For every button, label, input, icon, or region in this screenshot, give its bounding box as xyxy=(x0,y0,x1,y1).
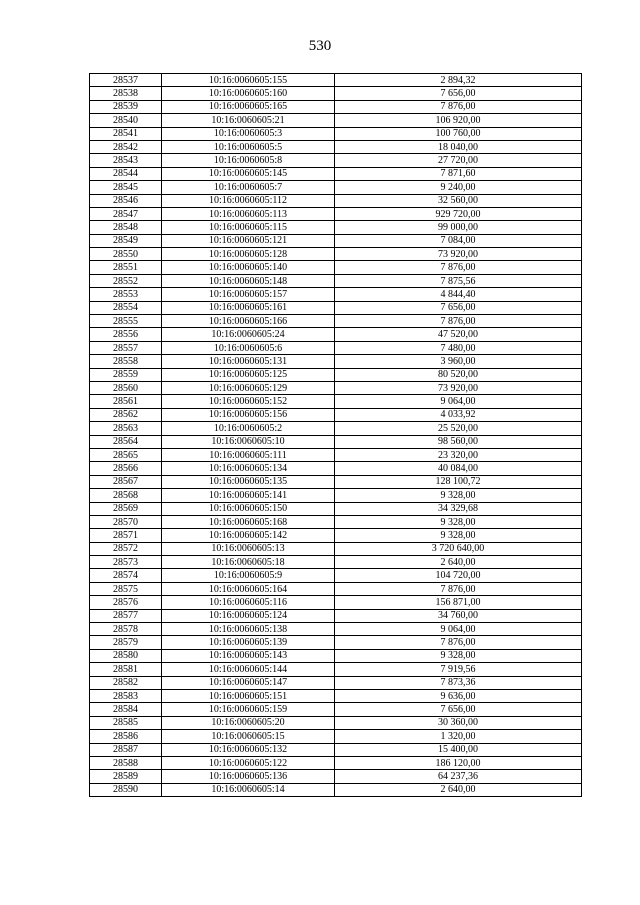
cadastral-number-cell: 10:16:0060605:112 xyxy=(162,194,335,207)
row-number-cell: 28568 xyxy=(90,489,162,502)
table-row xyxy=(90,114,582,127)
table-row xyxy=(90,261,582,274)
value-cell: 9 064,00 xyxy=(335,395,582,408)
value-cell: 9 064,00 xyxy=(335,623,582,636)
value-cell: 9 328,00 xyxy=(335,649,582,662)
row-number-cell: 28552 xyxy=(90,274,162,287)
row-number-cell: 28541 xyxy=(90,127,162,140)
cadastral-number-cell: 10:16:0060605:8 xyxy=(162,154,335,167)
cadastral-number-cell: 10:16:0060605:5 xyxy=(162,140,335,153)
cadastral-number-cell: 10:16:0060605:143 xyxy=(162,649,335,662)
row-number-cell: 28583 xyxy=(90,689,162,702)
row-number-cell: 28555 xyxy=(90,315,162,328)
row-number-cell: 28569 xyxy=(90,502,162,515)
value-cell: 15 400,00 xyxy=(335,743,582,756)
cadastral-number-cell: 10:16:0060605:2 xyxy=(162,422,335,435)
row-number-cell: 28575 xyxy=(90,582,162,595)
row-number-cell: 28581 xyxy=(90,663,162,676)
row-number-cell: 28542 xyxy=(90,140,162,153)
value-cell: 186 120,00 xyxy=(335,756,582,769)
table-row xyxy=(90,221,582,234)
cadastral-number-cell: 10:16:0060605:159 xyxy=(162,703,335,716)
value-cell: 99 000,00 xyxy=(335,221,582,234)
cadastral-number-cell: 10:16:0060605:115 xyxy=(162,221,335,234)
row-number-cell: 28554 xyxy=(90,301,162,314)
cadastral-number-cell: 10:16:0060605:6 xyxy=(162,341,335,354)
value-cell: 9 240,00 xyxy=(335,181,582,194)
cadastral-number-cell: 10:16:0060605:142 xyxy=(162,529,335,542)
table-row xyxy=(90,194,582,207)
value-cell: 2 640,00 xyxy=(335,556,582,569)
cadastral-number-cell: 10:16:0060605:136 xyxy=(162,770,335,783)
value-cell: 3 720 640,00 xyxy=(335,542,582,555)
value-cell: 80 520,00 xyxy=(335,368,582,381)
table-row xyxy=(90,529,582,542)
value-cell: 27 720,00 xyxy=(335,154,582,167)
row-number-cell: 28546 xyxy=(90,194,162,207)
row-number-cell: 28579 xyxy=(90,636,162,649)
cadastral-number-cell: 10:16:0060605:156 xyxy=(162,408,335,421)
row-number-cell: 28537 xyxy=(90,74,162,87)
row-number-cell: 28540 xyxy=(90,114,162,127)
cadastral-number-cell: 10:16:0060605:131 xyxy=(162,355,335,368)
cadastral-number-cell: 10:16:0060605:168 xyxy=(162,515,335,528)
cadastral-number-cell: 10:16:0060605:148 xyxy=(162,274,335,287)
row-number-cell: 28549 xyxy=(90,234,162,247)
value-cell: 7 875,56 xyxy=(335,274,582,287)
table-row xyxy=(90,381,582,394)
cadastral-number-cell: 10:16:0060605:20 xyxy=(162,716,335,729)
value-cell: 64 237,36 xyxy=(335,770,582,783)
cadastral-number-cell: 10:16:0060605:9 xyxy=(162,569,335,582)
value-cell: 9 328,00 xyxy=(335,515,582,528)
table-row xyxy=(90,609,582,622)
row-number-cell: 28573 xyxy=(90,556,162,569)
cadastral-number-cell: 10:16:0060605:135 xyxy=(162,475,335,488)
row-number-cell: 28563 xyxy=(90,422,162,435)
value-cell: 7 876,00 xyxy=(335,261,582,274)
value-cell: 2 894,32 xyxy=(335,74,582,87)
row-number-cell: 28577 xyxy=(90,609,162,622)
row-number-cell: 28576 xyxy=(90,596,162,609)
cadastral-number-cell: 10:16:0060605:122 xyxy=(162,756,335,769)
table-body xyxy=(90,74,582,797)
table-row xyxy=(90,274,582,287)
value-cell: 25 520,00 xyxy=(335,422,582,435)
row-number-cell: 28588 xyxy=(90,756,162,769)
table-row xyxy=(90,328,582,341)
value-cell: 7 656,00 xyxy=(335,703,582,716)
table-row xyxy=(90,783,582,796)
value-cell: 929 720,00 xyxy=(335,207,582,220)
row-number-cell: 28586 xyxy=(90,730,162,743)
value-cell: 100 760,00 xyxy=(335,127,582,140)
value-cell: 9 328,00 xyxy=(335,489,582,502)
row-number-cell: 28567 xyxy=(90,475,162,488)
row-number-cell: 28566 xyxy=(90,462,162,475)
row-number-cell: 28578 xyxy=(90,623,162,636)
table-row xyxy=(90,649,582,662)
row-number-cell: 28556 xyxy=(90,328,162,341)
value-cell: 18 040,00 xyxy=(335,140,582,153)
value-cell: 47 520,00 xyxy=(335,328,582,341)
cadastral-number-cell: 10:16:0060605:24 xyxy=(162,328,335,341)
table-row xyxy=(90,689,582,702)
table-row xyxy=(90,770,582,783)
table-row xyxy=(90,207,582,220)
value-cell: 9 636,00 xyxy=(335,689,582,702)
value-cell: 40 084,00 xyxy=(335,462,582,475)
row-number-cell: 28561 xyxy=(90,395,162,408)
table-row xyxy=(90,368,582,381)
value-cell: 7 876,00 xyxy=(335,582,582,595)
table-row xyxy=(90,288,582,301)
value-cell: 128 100,72 xyxy=(335,475,582,488)
value-cell: 104 720,00 xyxy=(335,569,582,582)
row-number-cell: 28564 xyxy=(90,435,162,448)
row-number-cell: 28589 xyxy=(90,770,162,783)
cadastral-number-cell: 10:16:0060605:113 xyxy=(162,207,335,220)
row-number-cell: 28590 xyxy=(90,783,162,796)
table-row xyxy=(90,341,582,354)
cadastral-number-cell: 10:16:0060605:152 xyxy=(162,395,335,408)
row-number-cell: 28550 xyxy=(90,248,162,261)
table-row xyxy=(90,462,582,475)
cadastral-number-cell: 10:16:0060605:140 xyxy=(162,261,335,274)
cadastral-number-cell: 10:16:0060605:111 xyxy=(162,448,335,461)
row-number-cell: 28582 xyxy=(90,676,162,689)
cadastral-number-cell: 10:16:0060605:7 xyxy=(162,181,335,194)
cadastral-number-cell: 10:16:0060605:15 xyxy=(162,730,335,743)
cadastral-number-cell: 10:16:0060605:150 xyxy=(162,502,335,515)
value-cell: 106 920,00 xyxy=(335,114,582,127)
table-row xyxy=(90,234,582,247)
row-number-cell: 28545 xyxy=(90,181,162,194)
table-row xyxy=(90,355,582,368)
table-row xyxy=(90,100,582,113)
table-row xyxy=(90,408,582,421)
table-row xyxy=(90,596,582,609)
row-number-cell: 28538 xyxy=(90,87,162,100)
cadastral-number-cell: 10:16:0060605:129 xyxy=(162,381,335,394)
value-cell: 7 876,00 xyxy=(335,315,582,328)
row-number-cell: 28580 xyxy=(90,649,162,662)
cadastral-number-cell: 10:16:0060605:134 xyxy=(162,462,335,475)
row-number-cell: 28557 xyxy=(90,341,162,354)
row-number-cell: 28559 xyxy=(90,368,162,381)
data-table xyxy=(89,73,582,797)
cadastral-number-cell: 10:16:0060605:125 xyxy=(162,368,335,381)
table-row xyxy=(90,542,582,555)
cadastral-number-cell: 10:16:0060605:155 xyxy=(162,74,335,87)
value-cell: 156 871,00 xyxy=(335,596,582,609)
table-row xyxy=(90,569,582,582)
cadastral-number-cell: 10:16:0060605:165 xyxy=(162,100,335,113)
table-row xyxy=(90,663,582,676)
value-cell: 9 328,00 xyxy=(335,529,582,542)
value-cell: 4 844,40 xyxy=(335,288,582,301)
table-row xyxy=(90,475,582,488)
value-cell: 7 919,56 xyxy=(335,663,582,676)
table-row xyxy=(90,74,582,87)
row-number-cell: 28565 xyxy=(90,448,162,461)
table-row xyxy=(90,716,582,729)
cadastral-number-cell: 10:16:0060605:157 xyxy=(162,288,335,301)
value-cell: 7 876,00 xyxy=(335,636,582,649)
table-row xyxy=(90,181,582,194)
table-row xyxy=(90,422,582,435)
cadastral-number-cell: 10:16:0060605:139 xyxy=(162,636,335,649)
cadastral-number-cell: 10:16:0060605:160 xyxy=(162,87,335,100)
value-cell: 7 873,36 xyxy=(335,676,582,689)
cadastral-number-cell: 10:16:0060605:161 xyxy=(162,301,335,314)
table-row xyxy=(90,730,582,743)
table-row xyxy=(90,756,582,769)
table-row xyxy=(90,556,582,569)
row-number-cell: 28558 xyxy=(90,355,162,368)
cadastral-number-cell: 10:16:0060605:10 xyxy=(162,435,335,448)
cadastral-number-cell: 10:16:0060605:147 xyxy=(162,676,335,689)
row-number-cell: 28547 xyxy=(90,207,162,220)
row-number-cell: 28562 xyxy=(90,408,162,421)
table-row xyxy=(90,127,582,140)
value-cell: 30 360,00 xyxy=(335,716,582,729)
table-row xyxy=(90,582,582,595)
cadastral-number-cell: 10:16:0060605:166 xyxy=(162,315,335,328)
table-row xyxy=(90,435,582,448)
row-number-cell: 28587 xyxy=(90,743,162,756)
row-number-cell: 28543 xyxy=(90,154,162,167)
value-cell: 7 876,00 xyxy=(335,100,582,113)
cadastral-number-cell: 10:16:0060605:144 xyxy=(162,663,335,676)
value-cell: 7 656,00 xyxy=(335,87,582,100)
table-row xyxy=(90,395,582,408)
cadastral-number-cell: 10:16:0060605:145 xyxy=(162,167,335,180)
table-row xyxy=(90,489,582,502)
table-row xyxy=(90,676,582,689)
value-cell: 2 640,00 xyxy=(335,783,582,796)
row-number-cell: 28572 xyxy=(90,542,162,555)
row-number-cell: 28551 xyxy=(90,261,162,274)
table-row xyxy=(90,502,582,515)
table-row xyxy=(90,703,582,716)
table-row xyxy=(90,315,582,328)
row-number-cell: 28584 xyxy=(90,703,162,716)
cadastral-number-cell: 10:16:0060605:141 xyxy=(162,489,335,502)
value-cell: 4 033,92 xyxy=(335,408,582,421)
cadastral-number-cell: 10:16:0060605:14 xyxy=(162,783,335,796)
table-row xyxy=(90,623,582,636)
table-row xyxy=(90,515,582,528)
row-number-cell: 28548 xyxy=(90,221,162,234)
table-row xyxy=(90,743,582,756)
value-cell: 1 320,00 xyxy=(335,730,582,743)
cadastral-number-cell: 10:16:0060605:3 xyxy=(162,127,335,140)
value-cell: 7 656,00 xyxy=(335,301,582,314)
value-cell: 32 560,00 xyxy=(335,194,582,207)
value-cell: 7 480,00 xyxy=(335,341,582,354)
value-cell: 73 920,00 xyxy=(335,381,582,394)
value-cell: 34 329,68 xyxy=(335,502,582,515)
value-cell: 73 920,00 xyxy=(335,248,582,261)
value-cell: 3 960,00 xyxy=(335,355,582,368)
row-number-cell: 28570 xyxy=(90,515,162,528)
cadastral-number-cell: 10:16:0060605:116 xyxy=(162,596,335,609)
page-number: 530 xyxy=(308,38,332,54)
value-cell: 7 871,60 xyxy=(335,167,582,180)
cadastral-number-cell: 10:16:0060605:138 xyxy=(162,623,335,636)
cadastral-number-cell: 10:16:0060605:124 xyxy=(162,609,335,622)
row-number-cell: 28585 xyxy=(90,716,162,729)
table-row xyxy=(90,140,582,153)
cadastral-number-cell: 10:16:0060605:128 xyxy=(162,248,335,261)
value-cell: 34 760,00 xyxy=(335,609,582,622)
table-row xyxy=(90,87,582,100)
table-row xyxy=(90,154,582,167)
value-cell: 23 320,00 xyxy=(335,448,582,461)
table-row xyxy=(90,167,582,180)
value-cell: 98 560,00 xyxy=(335,435,582,448)
cadastral-number-cell: 10:16:0060605:132 xyxy=(162,743,335,756)
row-number-cell: 28574 xyxy=(90,569,162,582)
cadastral-number-cell: 10:16:0060605:18 xyxy=(162,556,335,569)
cadastral-number-cell: 10:16:0060605:121 xyxy=(162,234,335,247)
table-row xyxy=(90,301,582,314)
table-row xyxy=(90,448,582,461)
row-number-cell: 28544 xyxy=(90,167,162,180)
value-cell: 7 084,00 xyxy=(335,234,582,247)
row-number-cell: 28571 xyxy=(90,529,162,542)
cadastral-number-cell: 10:16:0060605:164 xyxy=(162,582,335,595)
row-number-cell: 28553 xyxy=(90,288,162,301)
table-row xyxy=(90,248,582,261)
cadastral-number-cell: 10:16:0060605:13 xyxy=(162,542,335,555)
row-number-cell: 28560 xyxy=(90,381,162,394)
table-row xyxy=(90,636,582,649)
cadastral-number-cell: 10:16:0060605:151 xyxy=(162,689,335,702)
row-number-cell: 28539 xyxy=(90,100,162,113)
cadastral-number-cell: 10:16:0060605:21 xyxy=(162,114,335,127)
